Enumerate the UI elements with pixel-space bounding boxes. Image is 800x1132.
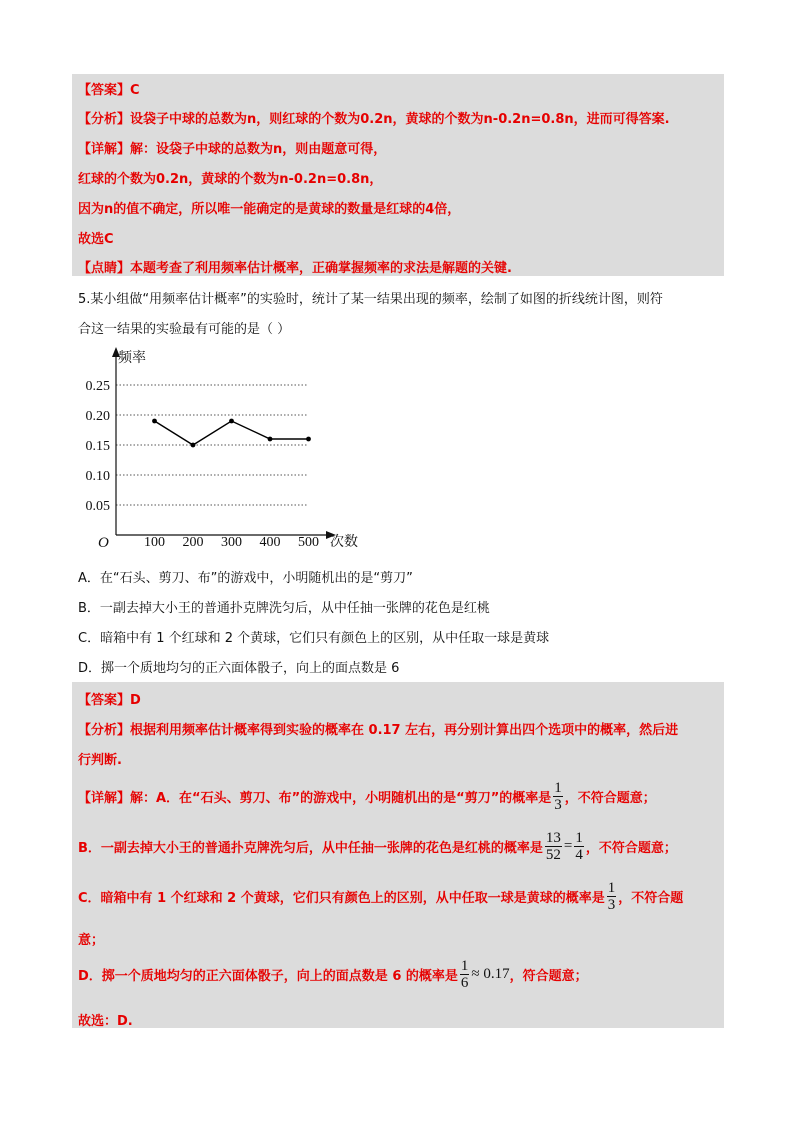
answer-line: 【答案】D <box>78 693 141 708</box>
y-tick-label: 0.25 <box>85 379 110 394</box>
answer-line: 【答案】C <box>78 83 140 98</box>
detail-line-3: 因为n的值不确定，所以唯一能确定的是黄球的数量是红球的4倍， <box>78 202 461 217</box>
series-line <box>155 421 309 445</box>
data-point <box>152 419 157 424</box>
fraction-one-third <box>553 780 563 813</box>
x-tick-label: 100 <box>144 535 165 550</box>
option-d: D．掷一个质地均匀的正六面体骰子，向上的面点数是 6 <box>78 661 400 676</box>
data-point <box>191 443 196 448</box>
x-tick-label: 300 <box>221 535 242 550</box>
y-tick-label: 0.05 <box>85 499 110 514</box>
frequency-line-chart <box>78 345 358 560</box>
detail-a-suffix: ，不符合题意； <box>564 791 656 806</box>
detail-line-1: 【详解】解：设袋子中球的总数为n，则由题意可得， <box>78 142 387 157</box>
detail-a-line <box>78 780 656 813</box>
y-tick-label: 0.15 <box>85 439 110 454</box>
detail-line-4: 故选C <box>78 232 114 247</box>
fraction-numerator: 1 <box>460 958 469 974</box>
detail-b-line <box>78 830 677 863</box>
detail-c-line <box>78 880 683 913</box>
x-tick-label: 200 <box>182 535 204 550</box>
fraction-denominator: 4 <box>575 847 583 863</box>
fraction-numerator: 1 <box>607 880 616 896</box>
data-point <box>268 437 273 442</box>
answer-block-1 <box>72 74 724 276</box>
detail-d-line <box>78 958 588 991</box>
detail-b-text: B．一副去掉大小王的普通扑克牌洗匀后，从中任抽一张牌的花色是红桃的概率是 <box>78 841 543 856</box>
approx-value: ≈ 0.17 <box>471 966 510 982</box>
fraction-numerator: 1 <box>554 780 562 796</box>
y-axis-label: 频率 <box>118 351 146 366</box>
data-point <box>229 419 234 424</box>
detail-a-text: 【详解】解：A．在“石头、剪刀、布”的游戏中，小明随机出的是“剪刀”的概率是 <box>78 791 552 806</box>
analysis-line-2: 行判断. <box>78 753 122 768</box>
x-axis-label: 次数 <box>330 535 358 550</box>
fraction-denominator: 3 <box>607 897 616 913</box>
origin-label: O <box>98 535 109 551</box>
conclusion-line: 故选：D. <box>78 1014 133 1029</box>
detail-d-text: D．掷一个质地均匀的正六面体骰子，向上的面点数是 6 的概率是 <box>78 969 458 984</box>
detail-c-suffix: ，不符合题 <box>618 891 684 906</box>
y-tick-label: 0.10 <box>85 469 110 484</box>
x-tick-label: 500 <box>298 535 319 550</box>
detail-c-text: C．暗箱中有 1 个红球和 2 个黄球，它们只有颜色上的区别，从中任取一球是黄球的概率是 <box>78 891 605 906</box>
fraction-denominator: 6 <box>460 975 469 991</box>
analysis-line: 【分析】设袋子中球的总数为n，则红球的个数为0.2n，黄球的个数为n-0.2n=0.8n，进而可得答案. <box>78 112 670 127</box>
fraction-one-third <box>607 880 617 913</box>
detail-b-suffix: ，不符合题意； <box>585 841 677 856</box>
option-c: C．暗箱中有 1 个红球和 2 个黄球，它们只有颜色上的区别，从中任取一球是黄球 <box>78 631 550 646</box>
option-a: A．在“石头、剪刀、布”的游戏中，小明随机出的是“剪刀” <box>78 571 413 586</box>
question-line-1: 5.某小组做“用频率估计概率”的实验时，统计了某一结果出现的频率，绘制了如图的折线统计图，则符 <box>78 292 663 307</box>
y-tick-label: 0.20 <box>85 409 110 424</box>
fraction-denominator: 3 <box>554 797 562 813</box>
comment-line: 【点睛】本题考查了利用频率估计概率，正确掌握频率的求法是解题的关键. <box>78 261 512 276</box>
data-point <box>306 437 311 442</box>
detail-line-2: 红球的个数为0.2n，黄球的个数为n-0.2n=0.8n， <box>78 172 383 187</box>
question-line-2: 合这一结果的实验最有可能的是（ ） <box>78 322 291 337</box>
detail-d-suffix: ，符合题意； <box>509 969 588 984</box>
fraction-denominator: 52 <box>545 847 561 863</box>
answer-block-2 <box>72 682 724 1028</box>
fraction-13-52 <box>545 830 562 863</box>
fraction-one-sixth <box>460 958 470 991</box>
x-tick-label: 400 <box>259 535 281 550</box>
fraction-one-quarter <box>574 830 584 863</box>
option-b: B．一副去掉大小王的普通扑克牌洗匀后，从中任抽一张牌的花色是红桃 <box>78 601 490 616</box>
equals-sign: = <box>563 838 573 854</box>
fraction-numerator: 1 <box>575 830 583 846</box>
analysis-line-1: 【分析】根据利用频率估计概率得到实验的概率在 0.17 左右，再分别计算出四个选项中的概率，然后进 <box>78 723 679 738</box>
detail-c-line-2: 意； <box>78 933 105 948</box>
fraction-numerator: 13 <box>545 830 561 846</box>
